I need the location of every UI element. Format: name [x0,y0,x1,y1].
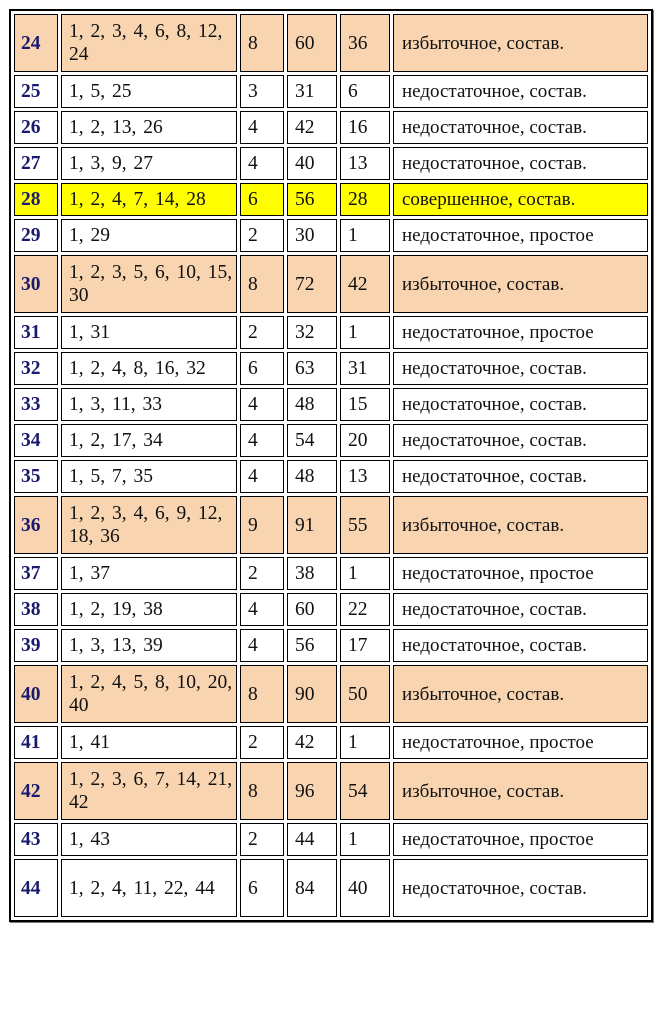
proper-divisor-sum-cell: 36 [340,14,390,72]
proper-divisor-sum-cell: 1 [340,316,390,349]
divisor-count-cell: 6 [240,352,284,385]
table-body [14,14,648,917]
number-cell: 41 [14,726,58,759]
divisor-sum-cell: 56 [287,183,337,216]
classification-cell: недостаточное, состав. [393,75,648,108]
number-cell: 29 [14,219,58,252]
divisors-cell: 1, 3, 9, 27 [61,147,237,180]
number-cell: 28 [14,183,58,216]
number-cell: 26 [14,111,58,144]
divisors-cell: 1, 2, 3, 4, 6, 9, 12, 18, 36 [61,496,237,554]
classification-cell: недостаточное, состав. [393,352,648,385]
classification-cell: совершенное, состав. [393,183,648,216]
table-row [14,762,648,820]
classification-cell: недостаточное, состав. [393,111,648,144]
number-cell: 34 [14,424,58,457]
divisor-sum-cell: 56 [287,629,337,662]
divisor-sum-cell: 84 [287,859,337,917]
divisor-count-cell: 3 [240,75,284,108]
number-cell: 42 [14,762,58,820]
table-row [14,859,648,917]
number-cell: 33 [14,388,58,421]
divisors-cell: 1, 3, 13, 39 [61,629,237,662]
divisor-sum-cell: 32 [287,316,337,349]
divisor-sum-cell: 30 [287,219,337,252]
divisor-count-cell: 8 [240,255,284,313]
table-row [14,147,648,180]
divisor-sum-cell: 48 [287,388,337,421]
divisor-sum-cell: 44 [287,823,337,856]
divisor-sum-cell: 40 [287,147,337,180]
divisors-cell: 1, 41 [61,726,237,759]
number-cell: 27 [14,147,58,180]
number-cell: 40 [14,665,58,723]
divisor-count-cell: 6 [240,183,284,216]
divisors-cell: 1, 2, 4, 11, 22, 44 [61,859,237,917]
divisors-cell: 1, 37 [61,557,237,590]
number-properties-table [9,9,653,922]
table-row [14,111,648,144]
classification-cell: недостаточное, состав. [393,593,648,626]
table-row [14,352,648,385]
number-cell: 39 [14,629,58,662]
classification-cell: недостаточное, состав. [393,147,648,180]
divisors-cell: 1, 2, 17, 34 [61,424,237,457]
divisor-count-cell: 4 [240,424,284,457]
number-cell: 36 [14,496,58,554]
divisor-count-cell: 8 [240,14,284,72]
proper-divisor-sum-cell: 13 [340,147,390,180]
classification-cell: недостаточное, простое [393,316,648,349]
classification-cell: недостаточное, простое [393,823,648,856]
divisor-sum-cell: 60 [287,593,337,626]
table-row [14,424,648,457]
divisors-cell: 1, 2, 3, 4, 6, 8, 12, 24 [61,14,237,72]
divisor-sum-cell: 48 [287,460,337,493]
divisor-count-cell: 4 [240,388,284,421]
proper-divisor-sum-cell: 6 [340,75,390,108]
divisors-cell: 1, 2, 19, 38 [61,593,237,626]
table-row [14,496,648,554]
divisor-sum-cell: 60 [287,14,337,72]
divisor-sum-cell: 54 [287,424,337,457]
proper-divisor-sum-cell: 15 [340,388,390,421]
divisor-count-cell: 2 [240,726,284,759]
table-row [14,183,648,216]
divisor-sum-cell: 90 [287,665,337,723]
proper-divisor-sum-cell: 1 [340,557,390,590]
number-cell: 35 [14,460,58,493]
classification-cell: недостаточное, простое [393,557,648,590]
divisors-cell: 1, 43 [61,823,237,856]
divisor-count-cell: 4 [240,593,284,626]
divisor-count-cell: 4 [240,629,284,662]
divisor-count-cell: 8 [240,665,284,723]
divisor-count-cell: 9 [240,496,284,554]
divisors-cell: 1, 2, 3, 6, 7, 14, 21, 42 [61,762,237,820]
number-cell: 24 [14,14,58,72]
table-row [14,460,648,493]
proper-divisor-sum-cell: 16 [340,111,390,144]
divisor-count-cell: 2 [240,557,284,590]
divisors-cell: 1, 5, 7, 35 [61,460,237,493]
divisor-sum-cell: 91 [287,496,337,554]
table-row [14,388,648,421]
proper-divisor-sum-cell: 54 [340,762,390,820]
divisors-cell: 1, 2, 13, 26 [61,111,237,144]
classification-cell: избыточное, состав. [393,496,648,554]
divisor-sum-cell: 38 [287,557,337,590]
classification-cell: недостаточное, состав. [393,859,648,917]
divisor-count-cell: 6 [240,859,284,917]
number-cell: 37 [14,557,58,590]
table-row [14,629,648,662]
divisors-cell: 1, 31 [61,316,237,349]
proper-divisor-sum-cell: 28 [340,183,390,216]
number-cell: 25 [14,75,58,108]
number-properties-table-container [9,9,653,922]
classification-cell: недостаточное, простое [393,219,648,252]
divisors-cell: 1, 2, 4, 5, 8, 10, 20, 40 [61,665,237,723]
table-row [14,665,648,723]
proper-divisor-sum-cell: 22 [340,593,390,626]
divisors-cell: 1, 3, 11, 33 [61,388,237,421]
divisor-sum-cell: 42 [287,111,337,144]
proper-divisor-sum-cell: 55 [340,496,390,554]
classification-cell: избыточное, состав. [393,665,648,723]
proper-divisor-sum-cell: 20 [340,424,390,457]
number-cell: 44 [14,859,58,917]
divisor-count-cell: 2 [240,316,284,349]
number-cell: 43 [14,823,58,856]
proper-divisor-sum-cell: 42 [340,255,390,313]
divisor-sum-cell: 96 [287,762,337,820]
table-row [14,726,648,759]
proper-divisor-sum-cell: 17 [340,629,390,662]
classification-cell: избыточное, состав. [393,255,648,313]
divisor-count-cell: 4 [240,111,284,144]
classification-cell: недостаточное, простое [393,726,648,759]
divisor-count-cell: 2 [240,219,284,252]
classification-cell: недостаточное, состав. [393,460,648,493]
divisor-sum-cell: 31 [287,75,337,108]
table-row [14,316,648,349]
divisor-sum-cell: 42 [287,726,337,759]
divisors-cell: 1, 5, 25 [61,75,237,108]
classification-cell: недостаточное, состав. [393,388,648,421]
divisors-cell: 1, 29 [61,219,237,252]
table-row [14,593,648,626]
divisor-count-cell: 4 [240,460,284,493]
divisors-cell: 1, 2, 3, 5, 6, 10, 15, 30 [61,255,237,313]
divisor-count-cell: 2 [240,823,284,856]
classification-cell: избыточное, состав. [393,14,648,72]
table-row [14,14,648,72]
proper-divisor-sum-cell: 1 [340,726,390,759]
number-cell: 38 [14,593,58,626]
number-cell: 32 [14,352,58,385]
table-row [14,557,648,590]
table-row [14,823,648,856]
proper-divisor-sum-cell: 1 [340,219,390,252]
proper-divisor-sum-cell: 13 [340,460,390,493]
number-cell: 30 [14,255,58,313]
divisor-count-cell: 4 [240,147,284,180]
proper-divisor-sum-cell: 31 [340,352,390,385]
proper-divisor-sum-cell: 1 [340,823,390,856]
proper-divisor-sum-cell: 50 [340,665,390,723]
table-row [14,255,648,313]
number-cell: 31 [14,316,58,349]
table-row [14,219,648,252]
divisors-cell: 1, 2, 4, 7, 14, 28 [61,183,237,216]
divisors-cell: 1, 2, 4, 8, 16, 32 [61,352,237,385]
table-row [14,75,648,108]
proper-divisor-sum-cell: 40 [340,859,390,917]
divisor-sum-cell: 72 [287,255,337,313]
classification-cell: избыточное, состав. [393,762,648,820]
divisor-sum-cell: 63 [287,352,337,385]
classification-cell: недостаточное, состав. [393,629,648,662]
divisor-count-cell: 8 [240,762,284,820]
classification-cell: недостаточное, состав. [393,424,648,457]
